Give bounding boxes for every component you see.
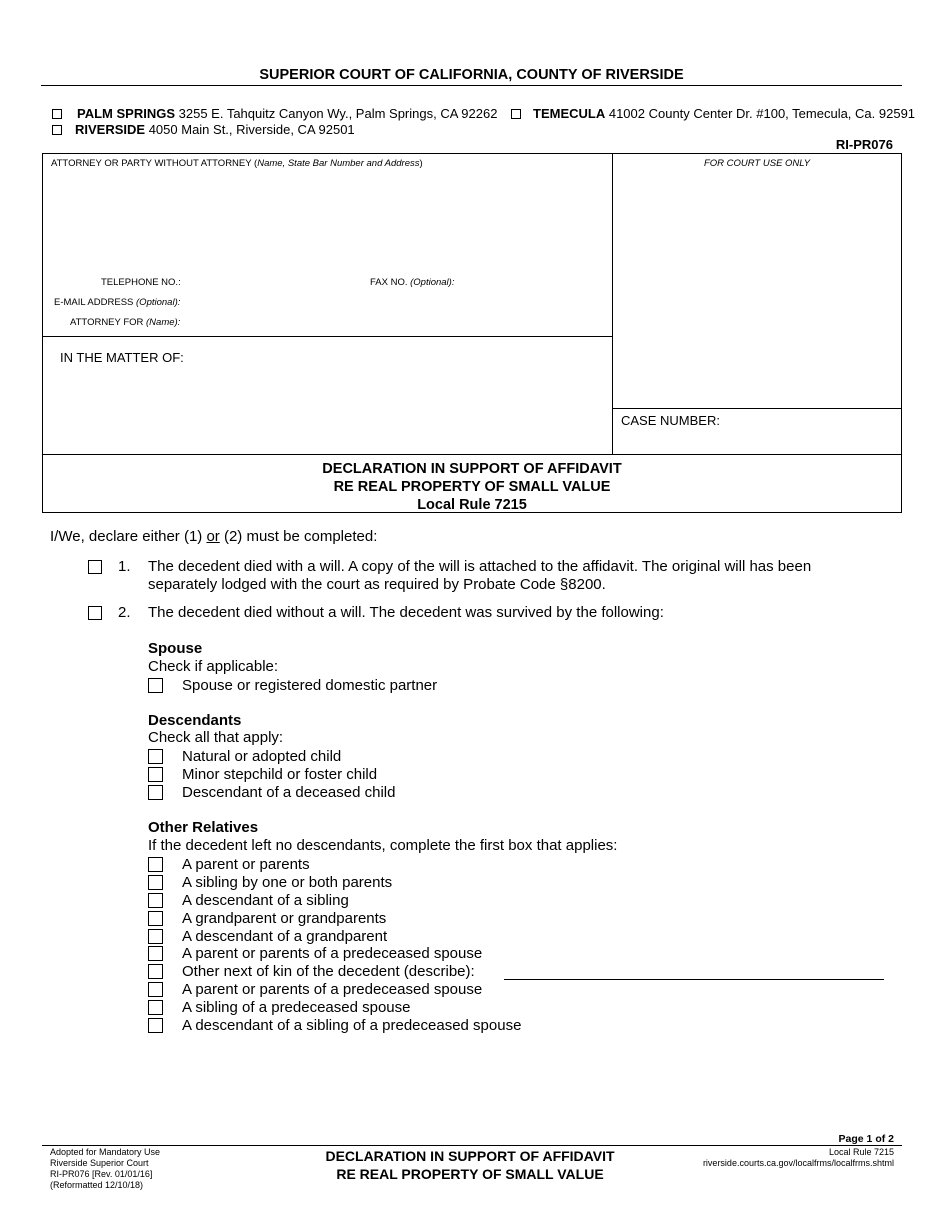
- location-riverside[interactable]: [52, 122, 355, 137]
- descendant-option[interactable]: [148, 765, 377, 783]
- spouse-instruction: Check if applicable:: [148, 658, 279, 675]
- matter-label: IN THE MATTER OF:: [60, 350, 184, 365]
- court-use-label: FOR COURT USE ONLY: [703, 158, 811, 169]
- email-label: E-MAIL ADDRESS (Optional):: [54, 297, 181, 308]
- relative-checkbox[interactable]: [148, 964, 163, 979]
- location-address: 4050 Main St., Riverside, CA 92501: [148, 122, 355, 137]
- relative-checkbox[interactable]: [148, 1000, 163, 1015]
- descendant-option[interactable]: [148, 783, 395, 801]
- attorney-section-rule: [42, 336, 613, 337]
- matter-input[interactable]: [56, 368, 606, 448]
- form-title-line2: RE REAL PROPERTY OF SMALL VALUE: [333, 479, 611, 495]
- option-label: Descendant of a deceased child: [182, 783, 396, 801]
- intro-text: I/We, declare either (1) or (2) must be completed:: [50, 528, 378, 545]
- relative-option[interactable]: [148, 873, 392, 891]
- option-label: Natural or adopted child: [182, 747, 342, 765]
- case-number-rule: [612, 408, 902, 409]
- descendant-checkbox[interactable]: [148, 749, 163, 764]
- court-title: SUPERIOR COURT OF CALIFORNIA, COUNTY OF RIVERSIDE: [259, 67, 684, 83]
- option-label: Spouse or registered domestic partner: [182, 676, 438, 694]
- descendant-option[interactable]: [148, 747, 341, 765]
- relative-option[interactable]: [148, 1016, 521, 1034]
- relative-option[interactable]: [148, 962, 475, 980]
- footer-url-link[interactable]: riverside.courts.ca.gov/localfrms/localfrms.shtml: [702, 1158, 894, 1168]
- telephone-input[interactable]: [184, 274, 354, 290]
- spouse-option[interactable]: [148, 676, 437, 694]
- descendants-heading: Descendants: [148, 712, 242, 729]
- other-relatives-heading: Other Relatives: [148, 819, 259, 836]
- attorney-for-input[interactable]: [184, 314, 606, 330]
- form-number: RI-PR076: [835, 137, 893, 152]
- relative-checkbox[interactable]: [148, 911, 163, 926]
- item-2-checkbox[interactable]: [88, 606, 102, 620]
- item-1-number: 1.: [118, 558, 131, 575]
- telephone-label: TELEPHONE NO.:: [101, 277, 181, 288]
- header-rule: [41, 85, 902, 86]
- relative-option[interactable]: [148, 944, 482, 962]
- option-label: A parent or parents: [182, 855, 310, 873]
- relative-option[interactable]: [148, 980, 482, 998]
- descendant-checkbox[interactable]: [148, 785, 163, 800]
- option-label: A descendant of a sibling: [182, 891, 349, 909]
- case-number-label: CASE NUMBER:: [621, 413, 720, 428]
- palm-springs-checkbox[interactable]: [52, 109, 62, 119]
- location-temecula[interactable]: [511, 106, 915, 121]
- fax-label: FAX NO. (Optional):: [370, 277, 455, 288]
- describe-next-of-kin-input[interactable]: [504, 962, 884, 980]
- riverside-checkbox[interactable]: [52, 125, 62, 135]
- case-number-input[interactable]: [620, 430, 896, 450]
- option-label: A sibling by one or both parents: [182, 873, 393, 891]
- footer-left: Adopted for Mandatory Use Riverside Superior Court RI-PR076 [Rev. 01/01/16] (Reformatted 12/10/18): [50, 1147, 161, 1190]
- attorney-for-label: ATTORNEY FOR (Name):: [70, 317, 181, 328]
- relative-option[interactable]: [148, 891, 349, 909]
- location-palm-springs[interactable]: [52, 106, 497, 121]
- footer-title: DECLARATION IN SUPPORT OF AFFIDAVIT RE REAL PROPERTY OF SMALL VALUE: [325, 1148, 615, 1182]
- fax-input[interactable]: [458, 274, 606, 290]
- item-2-number: 2.: [118, 604, 131, 621]
- option-label: Other next of kin of the decedent (describe):: [182, 962, 475, 980]
- relative-checkbox[interactable]: [148, 929, 163, 944]
- relative-checkbox[interactable]: [148, 875, 163, 890]
- location-address: 3255 E. Tahquitz Canyon Wy., Palm Springs, CA 92262: [178, 106, 498, 121]
- form-title-line3: Local Rule 7215: [417, 497, 527, 513]
- relative-option[interactable]: [148, 855, 310, 873]
- item-2-text: The decedent died without a will. The decedent was survived by the following:: [148, 604, 664, 621]
- email-input[interactable]: [184, 294, 606, 310]
- attorney-input-area[interactable]: [48, 172, 606, 268]
- item-1-text: The decedent died with a will. A copy of the will is attached to the affidavit. The original will has been separately lodged with the court as required by Probate Code §8200.: [148, 558, 812, 593]
- relative-checkbox[interactable]: [148, 857, 163, 872]
- relative-checkbox[interactable]: [148, 982, 163, 997]
- option-label: A sibling of a predeceased spouse: [182, 998, 411, 1016]
- location-name: TEMECULA: [533, 106, 606, 121]
- descendants-instruction: Check all that apply:: [148, 729, 284, 746]
- title-rule: [42, 454, 902, 455]
- item-1-checkbox[interactable]: [88, 560, 102, 574]
- location-address: 41002 County Center Dr. #100, Temecula, Ca. 92591: [608, 106, 916, 121]
- spouse-heading: Spouse: [148, 640, 203, 657]
- option-label: Minor stepchild or foster child: [182, 765, 378, 783]
- relative-option[interactable]: [148, 998, 411, 1016]
- option-label: A parent or parents of a predeceased spouse: [182, 980, 483, 998]
- temecula-checkbox[interactable]: [511, 109, 521, 119]
- footer-right: Local Rule 7215 riverside.courts.ca.gov/localfrms/localfrms.shtml: [650, 1147, 894, 1169]
- descendant-checkbox[interactable]: [148, 767, 163, 782]
- other-relatives-instruction: If the decedent left no descendants, complete the first box that applies:: [148, 837, 618, 854]
- form-title-line1: DECLARATION IN SUPPORT OF AFFIDAVIT: [322, 461, 622, 477]
- location-name: RIVERSIDE: [75, 122, 146, 137]
- relative-checkbox[interactable]: [148, 1018, 163, 1033]
- attorney-label: ATTORNEY OR PARTY WITHOUT ATTORNEY (Name, State Bar Number and Address): [51, 158, 423, 169]
- relative-checkbox[interactable]: [148, 946, 163, 961]
- option-label: A descendant of a grandparent: [182, 927, 388, 945]
- form-title: [42, 460, 902, 514]
- relative-option[interactable]: [148, 909, 386, 927]
- relative-checkbox[interactable]: [148, 893, 163, 908]
- option-label: A grandparent or grandparents: [182, 909, 387, 927]
- footer-rule: [42, 1145, 902, 1146]
- spouse-checkbox[interactable]: [148, 678, 163, 693]
- option-label: A descendant of a sibling of a predeceased spouse: [182, 1016, 522, 1034]
- option-label: A parent or parents of a predeceased spouse: [182, 944, 483, 962]
- relative-option[interactable]: [148, 927, 387, 945]
- page-number: Page 1 of 2: [838, 1133, 894, 1145]
- location-name: PALM SPRINGS: [77, 106, 175, 121]
